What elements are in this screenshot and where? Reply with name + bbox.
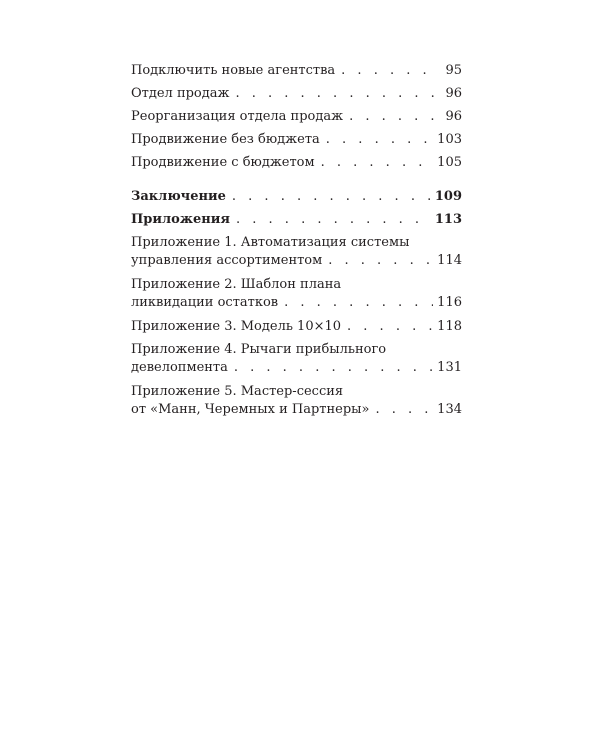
toc-entry-title: Заключение xyxy=(131,189,226,204)
toc-entry-appendix-1[interactable] xyxy=(131,234,462,270)
dot-leader xyxy=(349,108,440,126)
toc-entry-title-line1: Приложение 5. Мастер-сессия xyxy=(131,384,344,399)
toc-entry-title: Приложения xyxy=(131,212,231,227)
toc-entry-title: Отдел продаж xyxy=(131,86,230,101)
toc-page-number: 105 xyxy=(437,155,462,170)
toc-entry-title-line2: управления ассортиментом xyxy=(131,253,323,268)
dot-leader xyxy=(236,211,431,229)
dot-leader xyxy=(321,154,434,172)
toc-entry-conclusion[interactable] xyxy=(131,188,462,206)
dot-leader xyxy=(326,131,433,149)
toc-entry-title-line1: Приложение 2. Шаблон плана xyxy=(131,277,342,292)
toc-page-number: 131 xyxy=(437,360,462,375)
dot-leader xyxy=(375,401,433,419)
dot-leader xyxy=(234,359,433,377)
dot-leader xyxy=(328,252,433,270)
toc-entry-title-line1: Приложение 4. Рычаги прибыльного xyxy=(131,342,387,357)
toc-page-number: 109 xyxy=(434,189,462,204)
toc-entry-appendix-5[interactable] xyxy=(131,383,462,419)
toc-entry-sales-reorganization[interactable] xyxy=(131,108,462,126)
toc-entry-title: Реорганизация отдела продаж xyxy=(131,109,344,124)
toc-entry-appendix-4[interactable] xyxy=(131,341,462,377)
toc-page-number: 134 xyxy=(437,402,462,417)
toc-entry-promotion-no-budget[interactable] xyxy=(131,131,462,149)
toc-entry-title-line1: Приложение 1. Автоматизация системы xyxy=(131,235,410,250)
toc-entry-appendix-2[interactable] xyxy=(131,276,462,312)
toc-page-number: 113 xyxy=(434,212,462,227)
toc-entry-title: Продвижение с бюджетом xyxy=(131,155,315,170)
toc-page-number: 114 xyxy=(437,253,462,268)
toc-entry-sales-department[interactable] xyxy=(131,85,462,103)
toc-page-number: 118 xyxy=(437,319,462,334)
toc-page-number: 95 xyxy=(445,63,462,78)
toc-entry-title-line2: от «Манн, Черемных и Партнеры» xyxy=(131,402,370,417)
toc-entry-new-agencies[interactable] xyxy=(131,62,462,80)
toc-page-number: 96 xyxy=(445,109,462,124)
toc-entry-promotion-with-budget[interactable] xyxy=(131,154,462,172)
toc-entry-title: Подключить новые агентства xyxy=(131,63,336,78)
toc-entry-appendix-3[interactable] xyxy=(131,318,462,336)
dot-leader xyxy=(232,188,431,206)
dot-leader xyxy=(341,62,440,80)
dot-leader xyxy=(347,318,433,336)
toc-page-number: 116 xyxy=(437,295,462,310)
dot-leader xyxy=(284,294,433,312)
toc-entry-title: Приложение 3. Модель 10×10 xyxy=(131,319,342,334)
toc-entry-appendices[interactable] xyxy=(131,211,462,229)
toc-entry-title: Продвижение без бюджета xyxy=(131,132,320,147)
toc-entry-title-line2: ликвидации остатков xyxy=(131,295,279,310)
toc-page-number: 96 xyxy=(445,86,462,101)
dot-leader xyxy=(235,85,440,103)
toc-page-number: 103 xyxy=(437,132,462,147)
table-of-contents xyxy=(131,62,462,425)
toc-entry-title-line2: девелопмента xyxy=(131,360,228,375)
